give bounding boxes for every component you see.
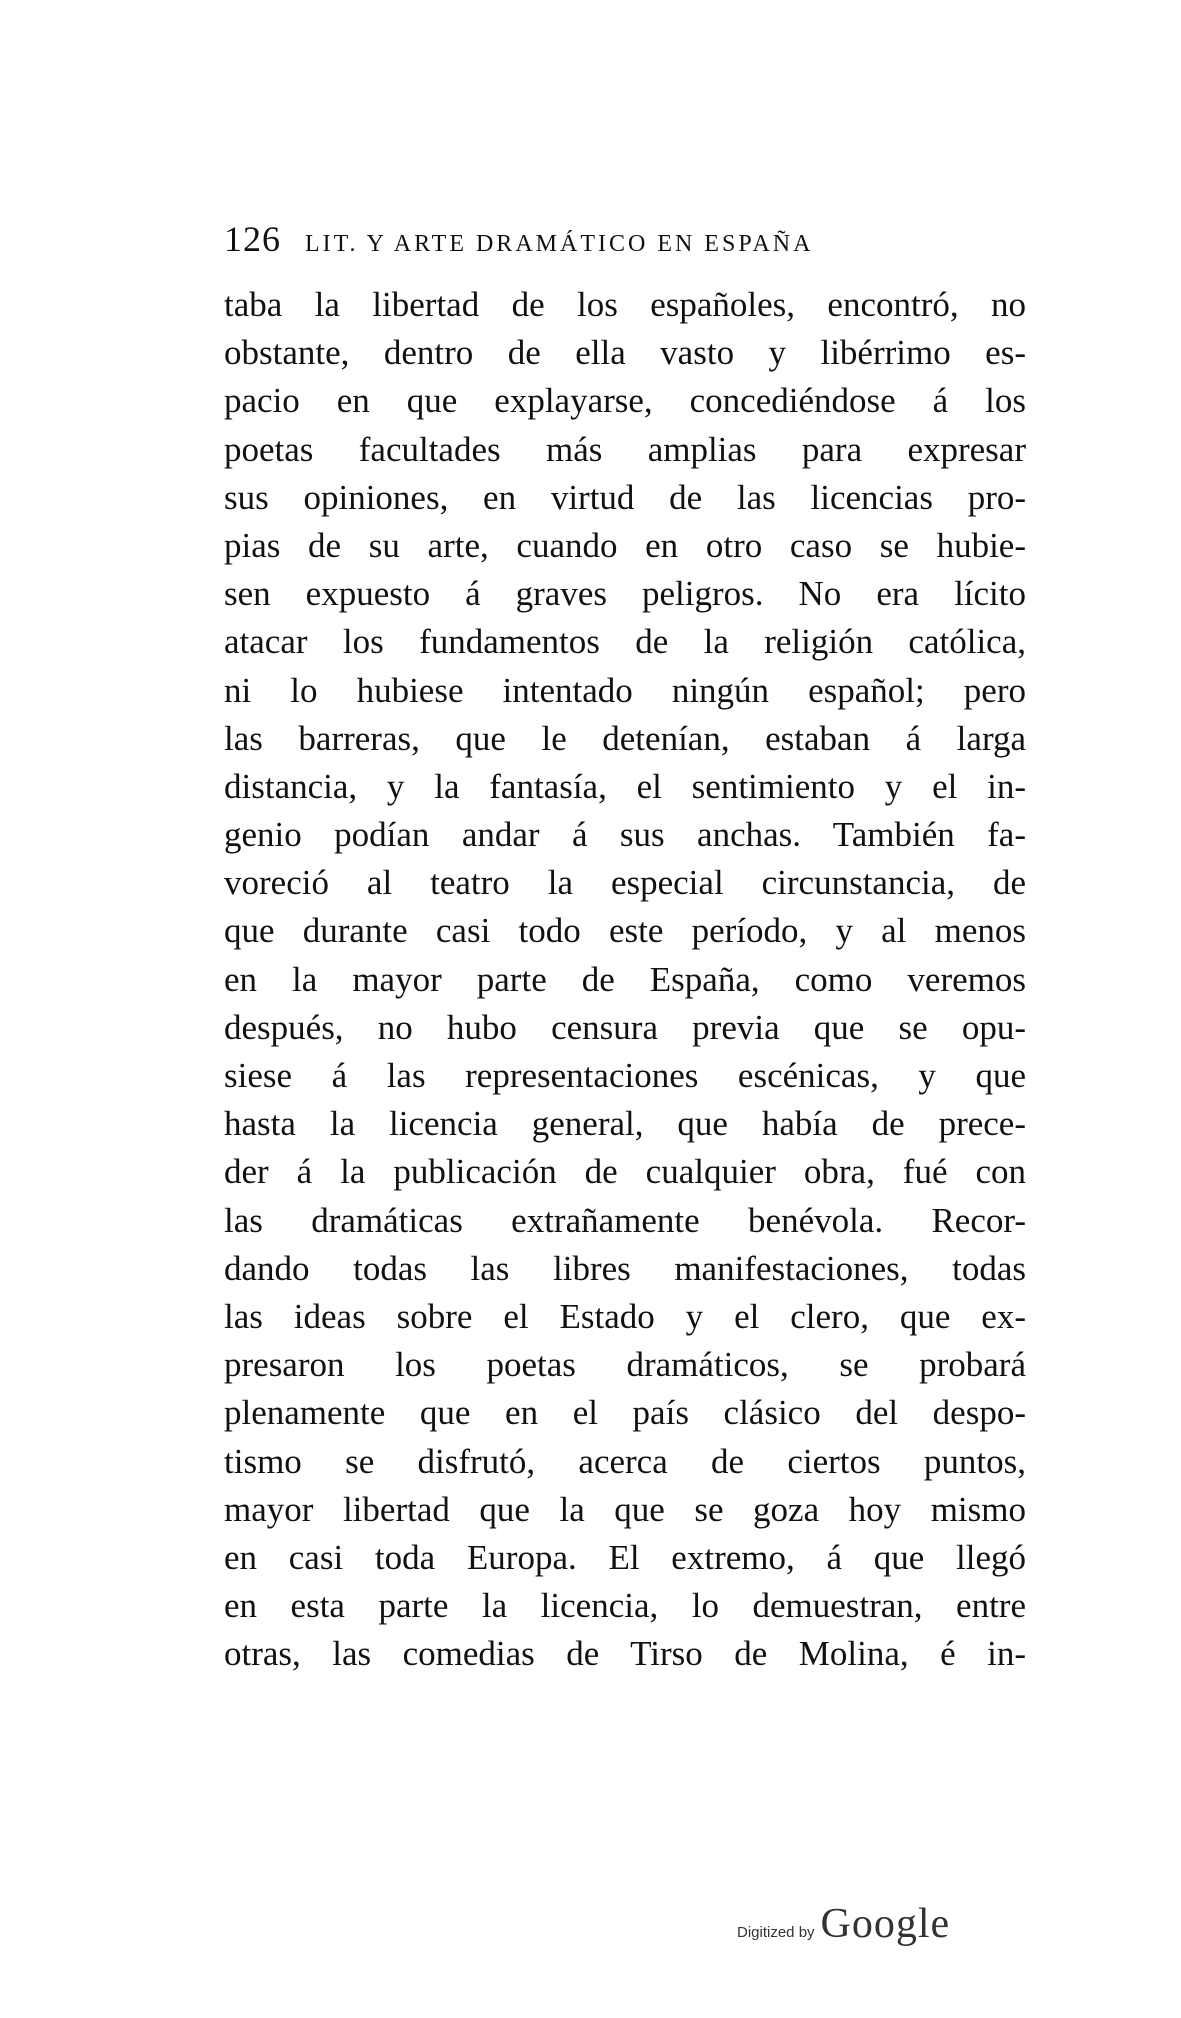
text-line: después, no hubo censura previa que se opu- <box>224 1007 1026 1047</box>
watermark-prefix: Digitized by <box>737 1924 815 1941</box>
text-line: las dramáticas extrañamente benévola. Recor- <box>224 1200 1026 1240</box>
text-line: voreció al teatro la especial circunstancia, de <box>224 863 1026 903</box>
text-line: distancia, y la fantasía, el sentimiento y el in- <box>224 766 1026 806</box>
text-line: pias de su arte, cuando en otro caso se hubie- <box>224 525 1026 565</box>
text-line: taba la libertad de los españoles, encontró, no <box>224 285 1026 324</box>
page-number: 126 <box>224 219 281 259</box>
text-line: siese á las representaciones escénicas, y que <box>224 1056 1026 1095</box>
text-line: tismo se disfrutó, acerca de ciertos puntos, <box>224 1441 1026 1481</box>
text-line: sen expuesto á graves peligros. No era lícito <box>224 574 1026 614</box>
text-line: en la mayor parte de España, como veremos <box>224 959 1026 999</box>
text-line: en esta parte la licencia, lo demuestran, entre <box>224 1586 1026 1626</box>
text-line: genio podían andar á sus anchas. También fa- <box>224 815 1026 855</box>
text-line: otras, las comedias de Tirso de Molina, é in- <box>224 1634 1026 1674</box>
running-header <box>224 218 984 258</box>
digitization-watermark <box>737 1900 950 1948</box>
text-line: las ideas sobre el Estado y el clero, que ex- <box>224 1296 1026 1336</box>
text-line: poetas facultades más amplias para expresar <box>224 429 1026 469</box>
text-line: en casi toda Europa. El extremo, á que llegó <box>224 1537 1026 1577</box>
text-line: plenamente que en el país clásico del despo- <box>224 1393 1026 1433</box>
text-line: mayor libertad que la que se goza hoy mismo <box>224 1489 1026 1529</box>
text-line: las barreras, que le detenían, estaban á larga <box>224 718 1026 758</box>
text-line: obstante, dentro de ella vasto y libérrimo es- <box>224 333 1026 373</box>
text-line: ni lo hubiese intentado ningún español; pero <box>224 670 1026 710</box>
text-line: der á la publicación de cualquier obra, fué con <box>224 1152 1026 1192</box>
text-line: presaron los poetas dramáticos, se probará <box>224 1345 1026 1385</box>
text-line: sus opiniones, en virtud de las licencias pro- <box>224 477 1026 517</box>
text-line: dando todas las libres manifestaciones, todas <box>224 1248 1026 1288</box>
google-logo: Google <box>820 1901 951 1947</box>
text-line: pacio en que explayarse, concediéndose á los <box>224 381 1026 421</box>
text-line: atacar los fundamentos de la religión católica, <box>224 622 1026 662</box>
text-line: hasta la licencia general, que había de prece- <box>224 1104 1026 1144</box>
body-paragraph <box>224 281 1026 1678</box>
running-title: LIT. Y ARTE DRAMÁTICO EN ESPAÑA <box>305 231 814 257</box>
text-line: que durante casi todo este período, y al menos <box>224 911 1026 951</box>
